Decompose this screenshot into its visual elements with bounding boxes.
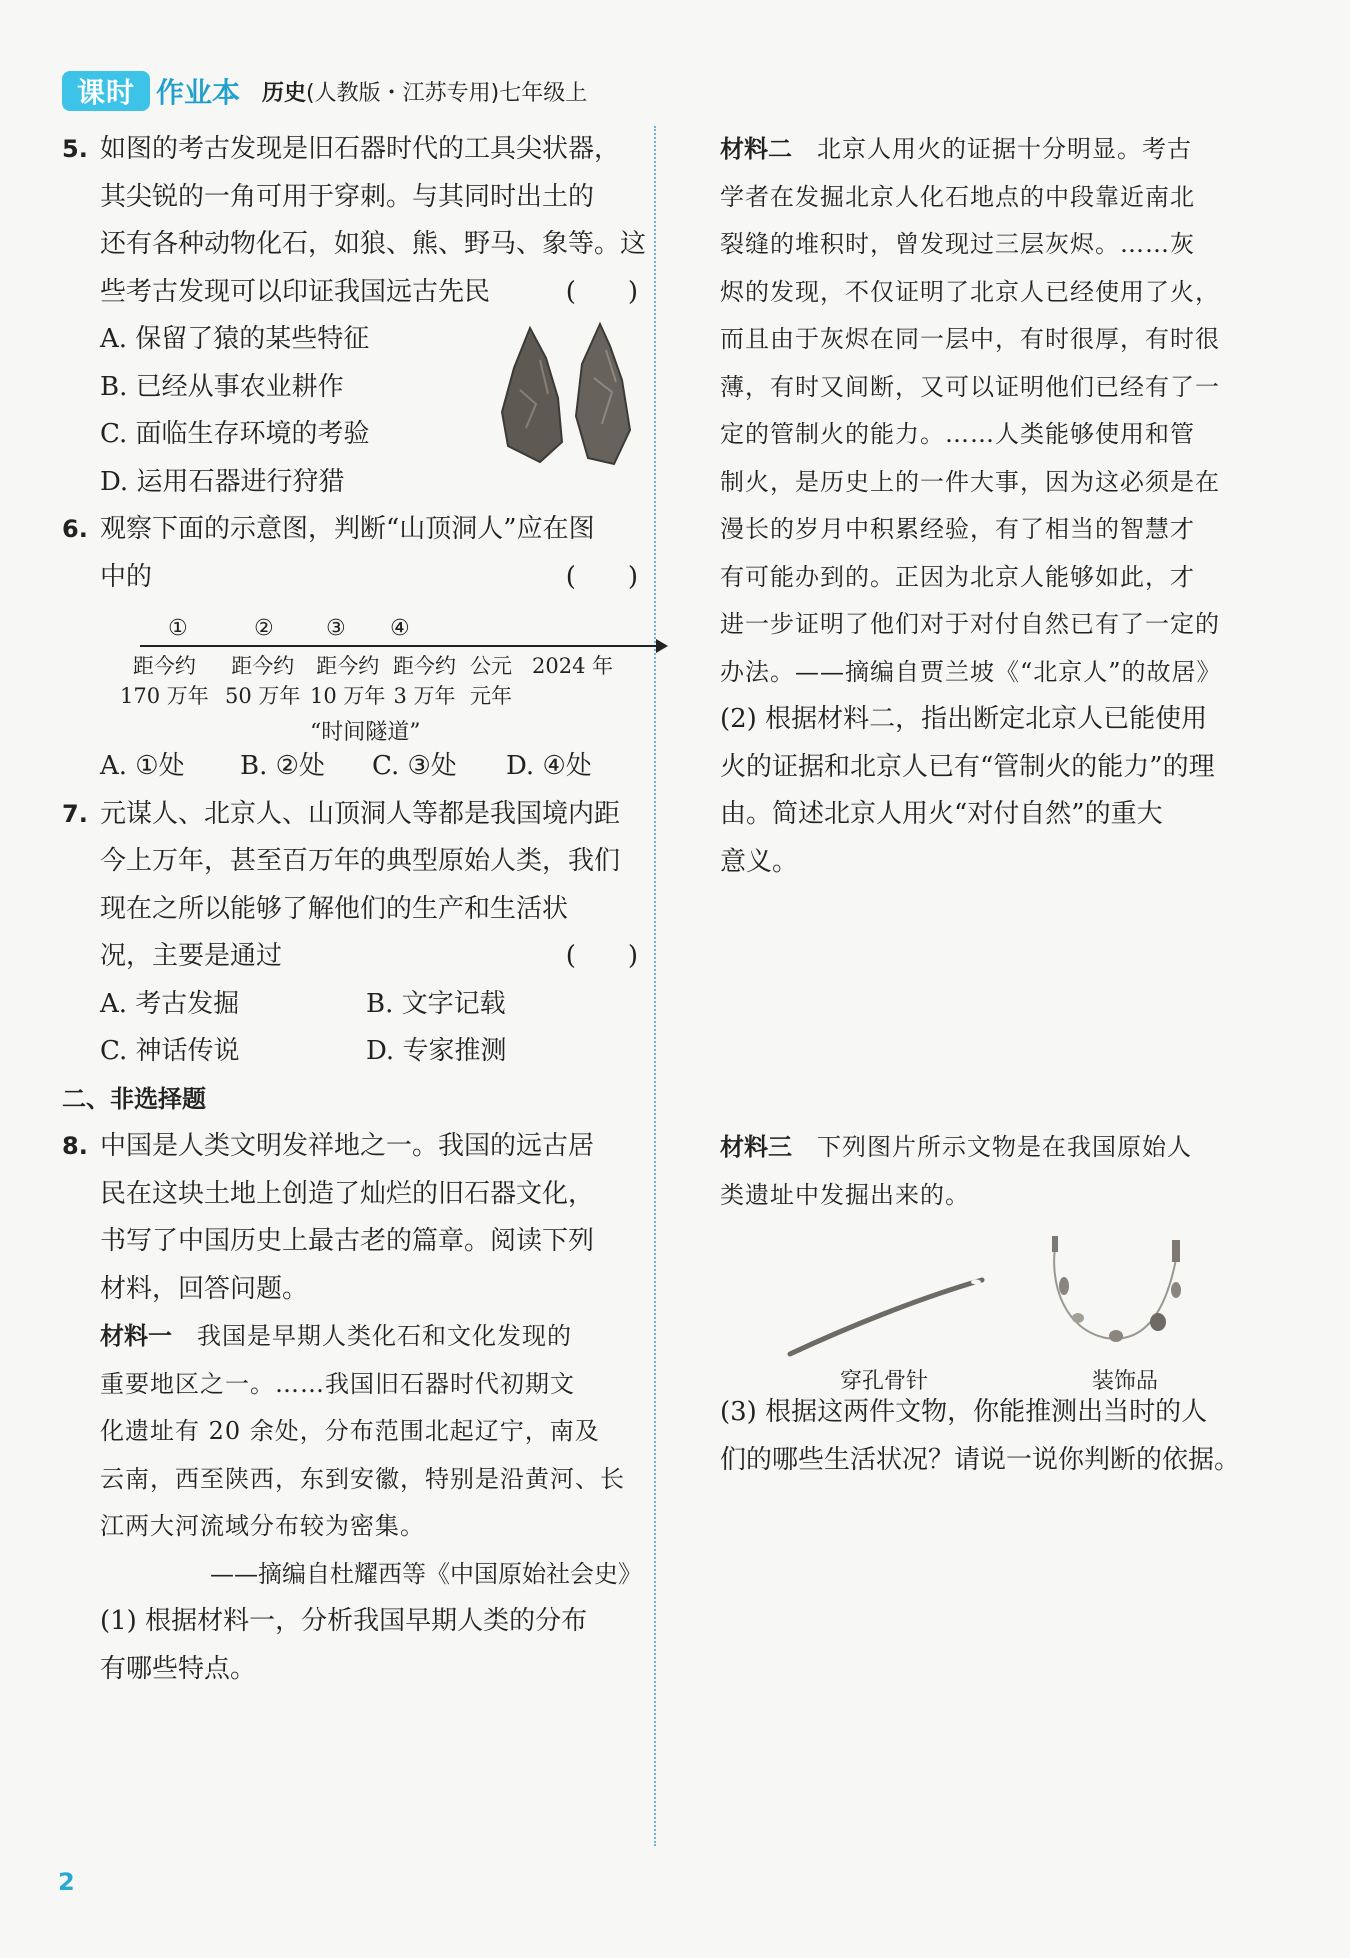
question-number: 5.	[62, 135, 88, 163]
ornament-image	[1038, 1226, 1208, 1376]
subquestion-2-line: 意义。	[720, 846, 799, 877]
material-1-source: ——摘编自杜耀西等《中国原始社会史》	[210, 1559, 642, 1588]
subquestion-3-line: 们的哪些生活状况？请说一说你判断的依据。	[720, 1444, 1241, 1475]
material-2-line: 有可能办到的。正因为北京人能够如此，才	[720, 562, 1195, 591]
logo-text: 作业本	[156, 76, 241, 109]
material-2-line: 薄，有时又间断，又可以证明他们已经有了一	[720, 372, 1220, 401]
subject-title: 历史	[262, 80, 307, 106]
subquestion-2-line: (2) 根据材料二，指出断定北京人已能使用	[720, 704, 1208, 734]
timeline-label: 距今约 50 万年	[225, 654, 301, 708]
question-number: 8.	[62, 1132, 88, 1160]
question-line-text: 中的	[100, 561, 153, 592]
logo-badge: 课时	[62, 71, 150, 111]
answer-blank[interactable]: ( )	[565, 276, 638, 307]
option-c[interactable]: C. ③处	[372, 751, 457, 781]
material-2-label: 材料二	[720, 135, 792, 163]
answer-blank[interactable]: ( )	[565, 561, 638, 592]
option-c[interactable]: C. 面临生存环境的考验	[100, 419, 370, 449]
column-divider	[654, 126, 656, 1846]
time-tunnel-diagram	[100, 603, 642, 743]
timeline-mark-2: ②	[254, 616, 274, 641]
timeline-caption: “时间隧道”	[310, 720, 421, 745]
question-line: 中国是人类文明发祥地之一。我国的远古居	[100, 1131, 595, 1161]
option-d[interactable]: D. 运用石器进行狩猎	[100, 466, 345, 497]
material-1-line: 云南，西至陕西，东到安徽，特别是沿黄河、长	[100, 1464, 625, 1493]
question-line: 观察下面的示意图，判断“山顶洞人”应在图	[100, 514, 595, 544]
question-line: 民在这块土地上创造了灿烂的旧石器文化，	[100, 1178, 595, 1209]
material-1-line: 材料一 我国是早期人类化石和文化发现的	[100, 1322, 572, 1350]
question-line-text: 些考古发现可以印证我国远古先民	[100, 276, 491, 307]
subquestion-1-line: (1) 根据材料一，分析我国早期人类的分布	[100, 1606, 588, 1636]
timeline-label: 距今约 170 万年	[120, 654, 209, 708]
question-5	[62, 126, 647, 316]
material-2-line: 材料二 北京人用火的证据十分明显。考古	[720, 135, 1192, 163]
material-1-line: 江两大河流域分布较为密集。	[100, 1512, 425, 1540]
timeline-mark-4: ④	[390, 616, 410, 641]
material-1-line: 重要地区之一。……我国旧石器时代初期文	[100, 1369, 575, 1398]
question-line: 今上万年，甚至百万年的典型原始人类，我们	[100, 846, 621, 876]
material-2-line: 办法。——摘编自贾兰坡《“北京人”的故居》	[720, 657, 1222, 686]
edition-info: (人教版・江苏专用)七年级上	[306, 80, 588, 106]
bone-needle-caption: 穿孔骨针	[840, 1369, 929, 1394]
material-3-line: 材料三 下列图片所示文物是在我国原始人	[720, 1133, 1192, 1161]
timeline-arrow-icon	[656, 639, 668, 653]
timeline-label: 2024 年	[532, 654, 614, 678]
option-d[interactable]: D. 专家推测	[366, 1036, 507, 1066]
subquestion-1-line: 有哪些特点。	[100, 1653, 257, 1684]
material-2-line: 烬的发现，不仅证明了北京人已经使用了火，	[720, 277, 1220, 306]
question-line: 元谋人、北京人、山顶洞人等都是我国境内距	[100, 798, 621, 829]
q7-options-row-1	[62, 981, 642, 1029]
stone-tool-image	[496, 320, 636, 470]
question-line: 现在之所以能够了解他们的生产和生活状	[100, 893, 569, 924]
material-2-line: 进一步证明了他们对于对付自然已有了一定的	[720, 610, 1220, 638]
question-line	[100, 554, 642, 602]
option-a[interactable]: A. 保留了猿的某些特征	[100, 324, 370, 354]
timeline-label: 公元 元年	[470, 654, 512, 708]
question-line	[100, 269, 642, 317]
material-1-line: 化遗址有 20 余处，分布范围北起辽宁，南及	[100, 1417, 600, 1445]
timeline-mark-3: ③	[326, 616, 346, 641]
option-d[interactable]: D. ④处	[506, 751, 592, 781]
option-b[interactable]: B. ②处	[240, 751, 325, 781]
question-line	[100, 933, 642, 981]
material-2-line: 而且由于灰烬在同一层中，有时很厚，有时很	[720, 325, 1220, 353]
question-line: 还有各种动物化石，如狼、熊、野马、象等。这	[100, 229, 647, 259]
subquestion-2-line: 火的证据和北京人已有“管制火的能力”的理	[720, 751, 1215, 782]
page-number: 2	[58, 1868, 75, 1896]
answer-blank[interactable]: ( )	[565, 941, 638, 971]
option-a[interactable]: A. 考古发掘	[100, 988, 240, 1019]
question-line-text: 况，主要是通过	[100, 941, 283, 971]
question-8	[62, 1123, 642, 1693]
option-b[interactable]: B. 文字记载	[366, 988, 506, 1019]
material-2-line: 制火，是历史上的一件大事，因为这必须是在	[720, 467, 1220, 496]
material-1-label: 材料一	[100, 1322, 172, 1350]
question-line: 书写了中国历史上最古老的篇章。阅读下列	[100, 1226, 595, 1256]
question-line: 其尖锐的一角可用于穿刺。与其同时出土的	[100, 181, 595, 212]
material-2-line: 裂缝的堆积时，曾发现过三层灰烬。……灰	[720, 230, 1195, 258]
material-2-line: 定的管制火的能力。……人类能够使用和管	[720, 420, 1195, 448]
timeline-mark-1: ①	[168, 616, 188, 641]
question-6	[62, 506, 642, 601]
material-2-line: 漫长的岁月中积累经验，有了相当的智慧才	[720, 515, 1195, 543]
answer-space[interactable]	[720, 886, 1255, 1124]
material-3-line: 类遗址中发掘出来的。	[720, 1180, 970, 1209]
option-c[interactable]: C. 神话传说	[100, 1036, 240, 1066]
timeline-label: 距今约 10 万年	[310, 654, 386, 708]
subquestion-2-line: 由。简述北京人用火“对付自然”的重大	[720, 799, 1163, 829]
timeline-label: 距今约 3 万年	[393, 654, 456, 708]
option-a[interactable]: A. ①处	[100, 751, 185, 781]
section-heading: 二、非选择题	[62, 1084, 206, 1113]
question-line: 材料，回答问题。	[100, 1273, 309, 1304]
material-3-label: 材料三	[720, 1133, 792, 1161]
subquestion-3-line: (3) 根据这两件文物，你能推测出当时的人	[720, 1397, 1208, 1427]
ornament-caption: 装饰品	[1092, 1369, 1159, 1394]
q7-options-row-2	[62, 1028, 642, 1076]
question-line: 如图的考古发现是旧石器时代的工具尖状器，	[100, 134, 621, 164]
material-2-line: 学者在发掘北京人化石地点的中段靠近南北	[720, 182, 1195, 211]
question-number: 6.	[62, 515, 88, 543]
question-7	[62, 791, 642, 981]
option-b[interactable]: B. 已经从事农业耕作	[100, 371, 344, 402]
artifacts-figure	[770, 1236, 1240, 1396]
page-header	[62, 68, 587, 114]
question-number: 7.	[62, 799, 88, 828]
